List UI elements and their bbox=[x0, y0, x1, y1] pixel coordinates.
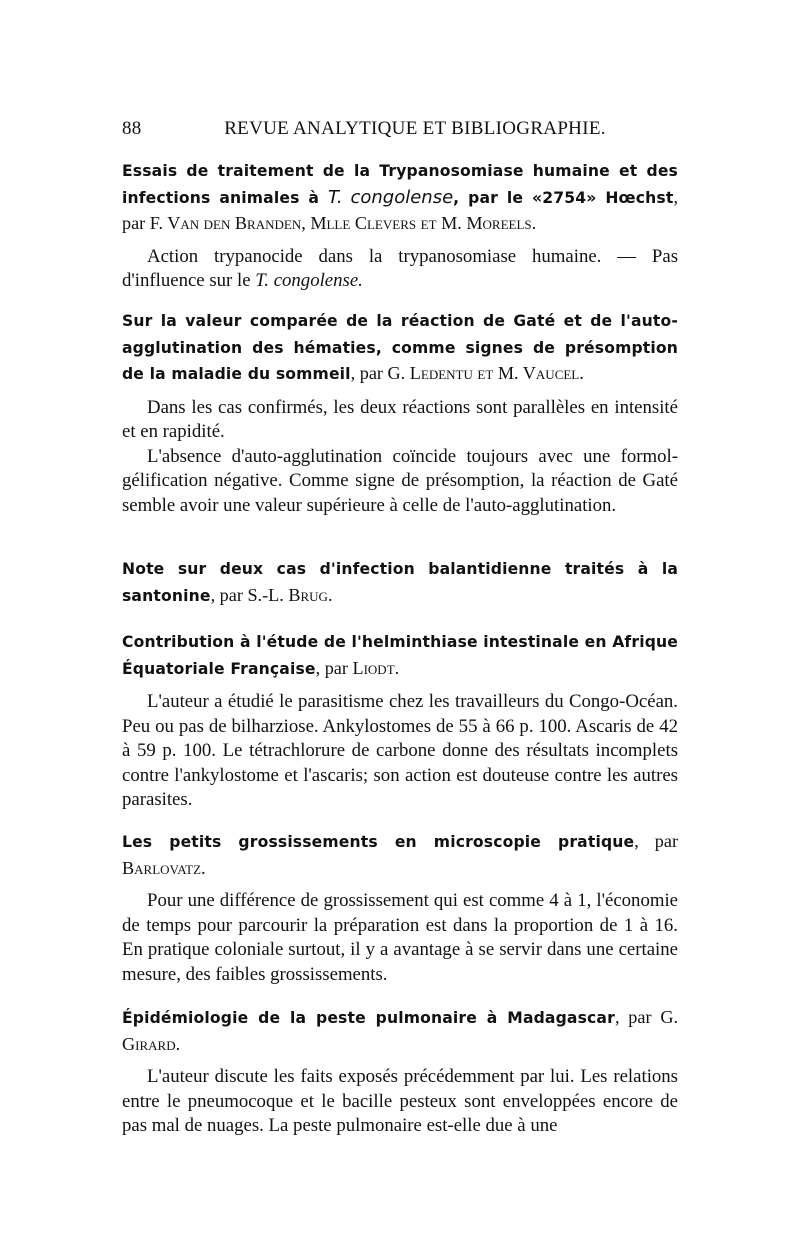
entry-heading bbox=[122, 1005, 678, 1057]
authors: F. Van den Branden, Mlle Clevers et M. Moreels. bbox=[149, 213, 537, 233]
abstract-text: Action trypanocide dans la trypanosomiase humaine. — Pas d'influence sur le bbox=[122, 245, 678, 291]
abstract bbox=[122, 889, 678, 987]
entry-5 bbox=[122, 829, 678, 987]
entry-heading bbox=[122, 308, 678, 388]
page-number: 88 bbox=[122, 118, 142, 139]
authors: S.-L. Brug. bbox=[247, 584, 333, 605]
entry-title: Les petits grossissements en microscopie pratique bbox=[122, 833, 635, 851]
entry-title: Épidémiologie de la peste pulmonaire à Madagascar bbox=[122, 1009, 615, 1027]
separator: , bbox=[210, 584, 216, 605]
entry-title-italic: T. bbox=[327, 186, 343, 208]
abstract-paragraph: L'absence d'auto-agglutination coïncide toujours avec une formol-gélification négative. Comme signe de présomption, la réaction de Gaté semble avoir une valeur supérieure à celle de l'auto-agglutination. bbox=[122, 445, 678, 516]
entry-heading bbox=[122, 556, 678, 609]
separator: , bbox=[634, 831, 639, 851]
authors: G. Ledentu et M. Vaucel. bbox=[387, 363, 584, 383]
entry-title-italic: congolense bbox=[350, 186, 454, 208]
entry-title: , par le «2754» Hœchst bbox=[453, 188, 674, 207]
byline-prefix: par bbox=[219, 584, 243, 605]
entry-heading bbox=[122, 829, 678, 881]
entry-title: Contribution à l'étude de l'helminthiase intestinale en Afrique Équatoriale Française bbox=[122, 633, 678, 678]
entry-title: Sur la valeur comparée de la réaction de Gaté et de l'auto-agglutination des hématies, comme signes de présomption de la maladie du sommeil bbox=[122, 312, 678, 383]
byline-prefix: par bbox=[324, 657, 348, 678]
abstract bbox=[122, 245, 678, 294]
separator: , bbox=[614, 1007, 620, 1027]
byline-prefix: par bbox=[359, 363, 383, 383]
abstract-text-italic: T. congolense. bbox=[255, 270, 363, 291]
journal-title: REVUE ANALYTIQUE ET BIBLIOGRAPHIE. bbox=[224, 118, 606, 139]
byline-prefix: par bbox=[122, 213, 146, 233]
entry-heading bbox=[122, 629, 678, 682]
abstract bbox=[122, 1065, 678, 1139]
abstract-paragraph: Dans les cas confirmés, les deux réactions sont parallèles en intensité et en rapidité. bbox=[122, 396, 678, 442]
entry-4 bbox=[122, 629, 678, 813]
abstract bbox=[122, 690, 678, 813]
separator: , bbox=[315, 657, 321, 678]
authors: Barlovatz. bbox=[122, 857, 206, 878]
abstract-paragraph bbox=[122, 245, 678, 294]
abstract-paragraph: L'auteur discute les faits exposés précédemment par lui. Les relations entre le pneumocoque et le bacille pesteux sont enveloppées encore de pas mal de nuages. La peste pulmonaire est-elle due à une bbox=[122, 1066, 678, 1136]
byline-prefix: par bbox=[654, 831, 679, 851]
entry-title: Note sur deux cas d'infection balantidienne traités à la santonine bbox=[122, 560, 678, 605]
authors: Liodt. bbox=[352, 657, 400, 678]
entry-1 bbox=[122, 158, 678, 294]
entry-6 bbox=[122, 1005, 678, 1139]
entry-3 bbox=[122, 556, 678, 609]
authors: G. Girard. bbox=[122, 1007, 679, 1054]
abstract bbox=[122, 396, 678, 519]
abstract-paragraph: L'auteur a étudié le parasitisme chez les travailleurs du Congo-Océan. Peu ou pas de bilharziose. Ankylostomes de 55 à 66 p. 100. Ascaris de 42 à 59 p. 100. Le tétrachlorure de carbone donne des résultats incomplets contre l'ankylostome et l'ascaris; son action est douteuse contre les autres parasites. bbox=[122, 691, 678, 810]
entry-heading bbox=[122, 158, 678, 237]
entry-2 bbox=[122, 308, 678, 518]
separator: , bbox=[673, 186, 678, 207]
byline-prefix: par bbox=[628, 1007, 652, 1027]
separator: , bbox=[350, 363, 356, 383]
abstract-paragraph: Pour une différence de grossissement qui est comme 4 à 1, l'économie de temps pour parcourir la préparation est dans la proportion de 1 à 16. En pratique coloniale surtout, il y a avantage à se servir dans une certaine mesure, des faibles grossissements. bbox=[122, 890, 678, 985]
entry-title: Essais de traitement de la Trypanosomiase humaine et des infections animales à bbox=[122, 162, 678, 207]
